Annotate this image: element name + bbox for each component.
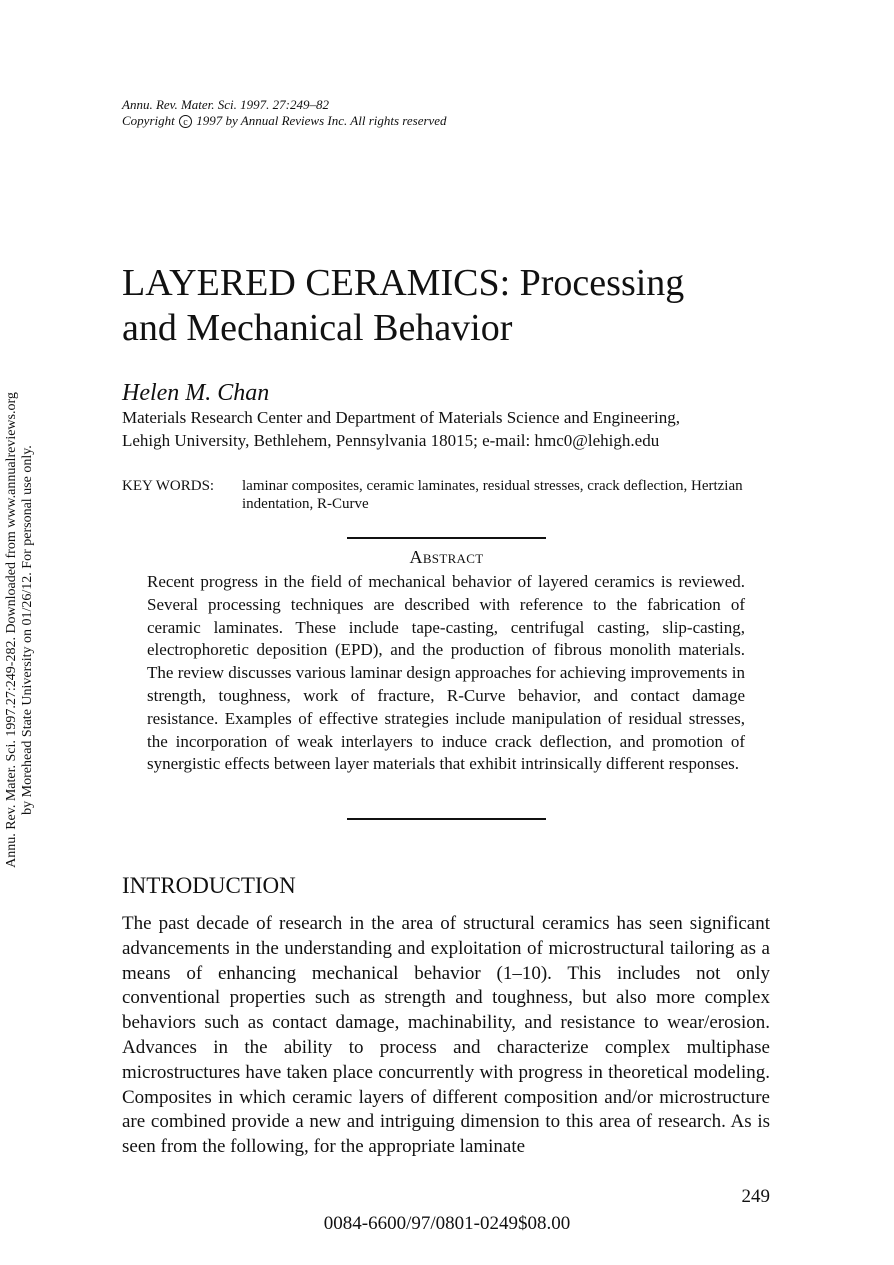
title-line-2: and Mechanical Behavior (122, 307, 513, 349)
abstract-bottom-rule (347, 818, 546, 820)
article-title (122, 261, 684, 351)
keywords-label: KEY WORDS: (122, 478, 215, 494)
watermark-line-1: Annu. Rev. Mater. Sci. 1997.27:249-282. Downloaded from www.annualreviews.org (4, 392, 19, 868)
author-name: Helen M. Chan (122, 380, 270, 406)
keywords-text: laminar composites, ceramic laminates, residual stresses, crack deflection, Hertzian indentation, R-Curve (242, 478, 743, 512)
abstract-text: Recent progress in the field of mechanical behavior of layered ceramics is reviewed. Several processing techniques are described with reference to the fabrication of ceramic laminates. These include tape-casting, centrifugal casting, slip-casting, electrophoretic deposition (EPD), and the production of fibrous monolith materials. The review discusses various laminar design approaches for achieving improvements in strength, toughness, work of fracture, R-Curve behavior, and contact damage resistance. Examples of effective strategies include manipulation of residual stresses, the incorporation of weak interlayers to induce crack deflection, and promotion of synergistic effects between layer materials that exhibit intrinsically different responses. (147, 572, 745, 774)
affiliation-line-2: Lehigh University, Bethlehem, Pennsylvania 18015; e-mail: hmc0@lehigh.edu (122, 430, 660, 450)
abstract-heading: Abstract (409, 547, 484, 567)
introduction-text: The past decade of research in the area of structural ceramics has seen significant advancements in the understanding and exploitation of microstructural tailoring as a means of enhancing mechanical behavior (1–10). This includes not only conventional properties such as strength and toughness, but also more complex behaviors such as contact damage, machinability, and resistance to wear/erosion. Advances in the ability to process and characterize complex multiphase microstructures have taken place concurrently with progress in theoretical modeling. Composites in which ceramic layers of different composition and/or microstructure are combined provide a new and intriguing dimension to this area of research. As is seen from the following, for the appropriate laminate (122, 913, 770, 1158)
author-affiliation (122, 407, 782, 452)
issn-code: 0084-6600/97/0801-0249$08.00 (323, 1213, 571, 1234)
watermark-line-2: by Morehead State University on 01/26/12. For personal use only. (20, 445, 35, 815)
copyright-suffix: 1997 by Annual Reviews Inc. All rights reserved (196, 113, 447, 128)
copyright-icon: c (179, 115, 192, 128)
page-number: 249 (741, 1186, 770, 1207)
abstract-top-rule (347, 537, 546, 539)
affiliation-line-1: Materials Research Center and Department of Materials Science and Engineering, (122, 408, 680, 427)
journal-citation: Annu. Rev. Mater. Sci. 1997. 27:249–82 (122, 97, 329, 112)
copyright-prefix: Copyright (122, 113, 175, 128)
journal-header (122, 97, 447, 129)
introduction-heading: INTRODUCTION (122, 873, 296, 898)
title-line-1: LAYERED CERAMICS: Processing (122, 262, 685, 304)
copyright-line (122, 113, 447, 129)
download-watermark (0, 0, 40, 1265)
